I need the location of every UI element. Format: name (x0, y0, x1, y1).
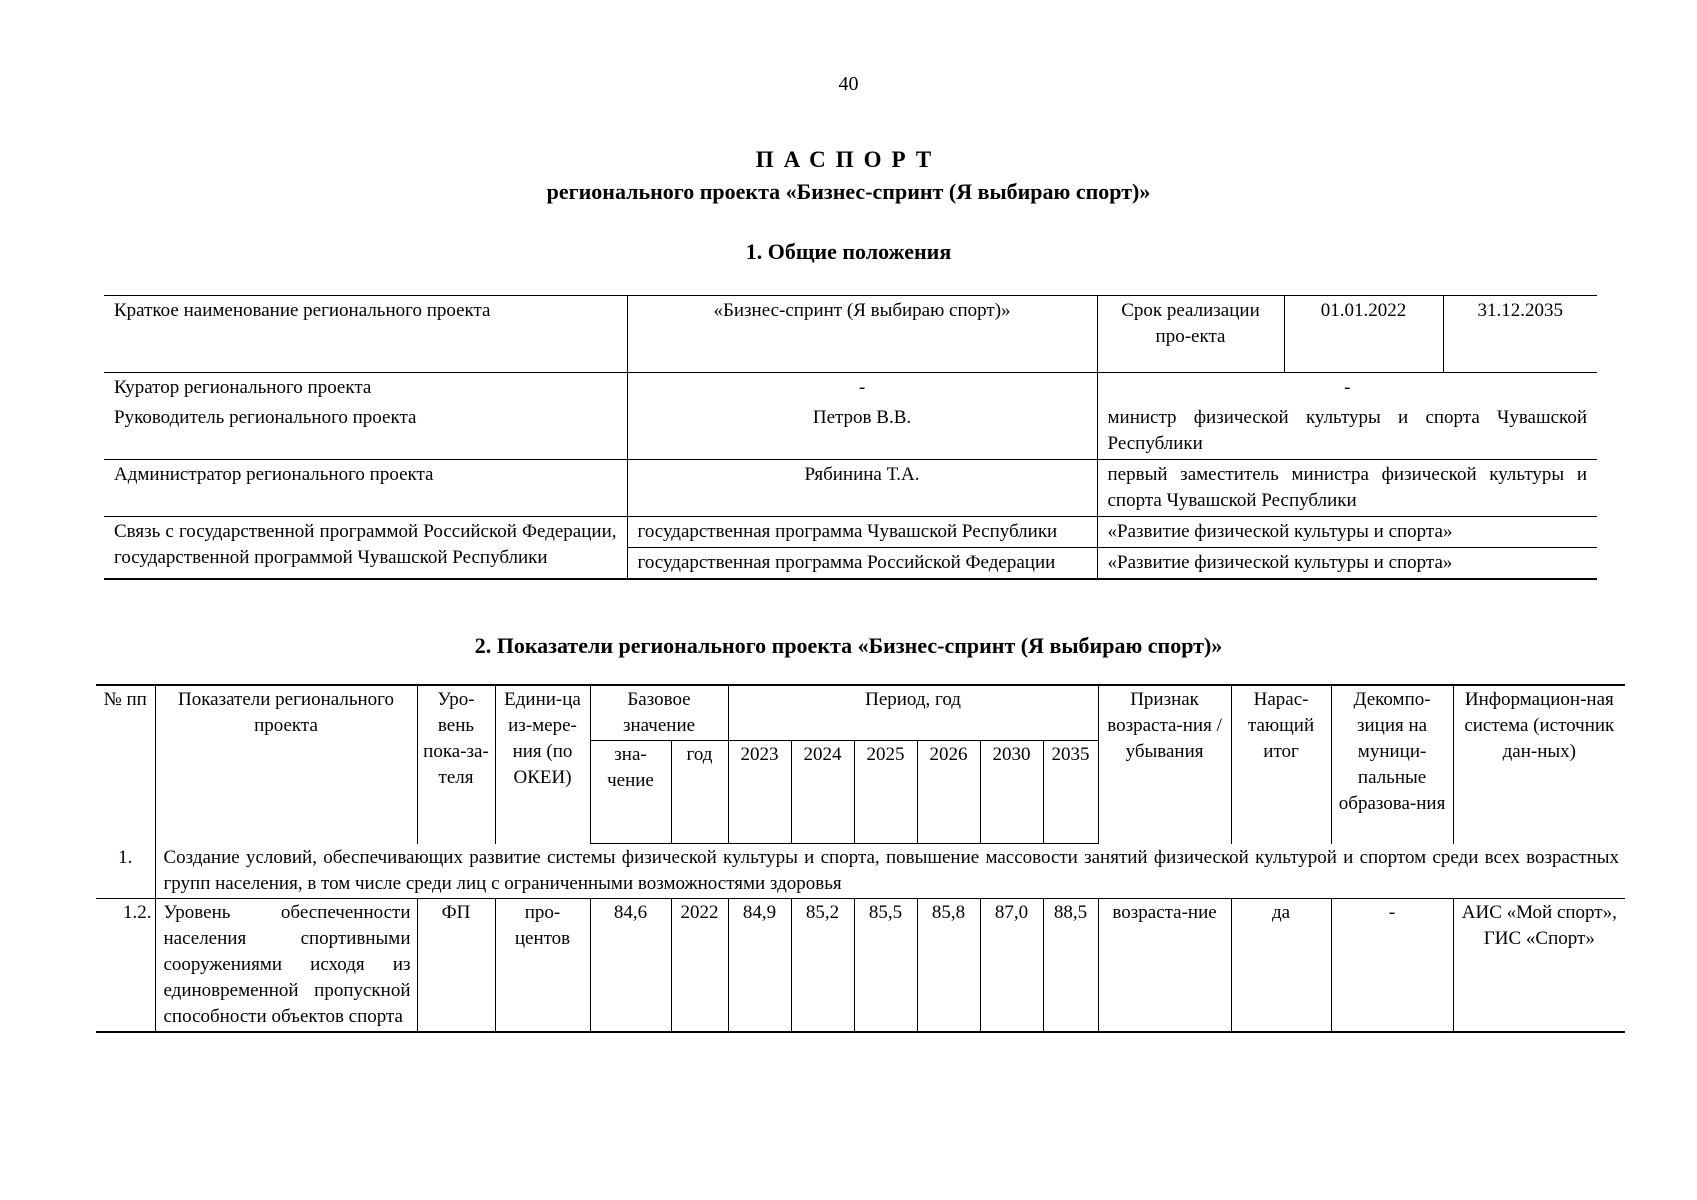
head-row (104, 403, 1597, 460)
row-base-year: 2022 (671, 899, 728, 1033)
header-unit: Едини-ца из-мере-ния (по ОКЕИ) (495, 685, 590, 844)
goal-text: Создание условий, обеспечивающих развитие системы физической культуры и спорта, повышение массовости занятий физической культурой и спортом среди всех возрастных групп населения, в том числе среди лиц с ограниченными возможностями здоровья (155, 844, 1625, 899)
admin-value: Рябинина Т.А. (627, 460, 1097, 517)
header-base-value: зна-чение (590, 741, 671, 844)
header-info-system: Информацион-ная система (источник дан-ных) (1453, 685, 1625, 844)
goal-num: 1. (96, 844, 155, 899)
row-value-2035: 88,5 (1043, 899, 1098, 1033)
indicators-table (96, 684, 1625, 1033)
header-base: Базовое значение (590, 685, 728, 741)
term-start: 01.01.2022 (1284, 296, 1443, 373)
head-position: министр физической культуры и спорта Чувашской Республики (1097, 403, 1597, 460)
curator-value: - (627, 373, 1097, 404)
header-period: Период, год (728, 685, 1098, 741)
section-2-title: 2. Показатели регионального проекта «Бизнес-спринт (Я выбираю спорт)» (474, 633, 1223, 658)
short-name-label: Краткое наименование регионального проекта (104, 296, 627, 373)
header-level: Уро-вень пока-за-теля (417, 685, 495, 844)
header-base-year: год (671, 741, 728, 844)
goal-row (96, 844, 1625, 899)
indicators-header-row-1 (96, 685, 1625, 741)
document-subtitle: регионального проекта «Бизнес-спринт (Я выбираю спорт)» (546, 179, 1151, 204)
row-unit: про-центов (495, 899, 590, 1033)
link-program-1: государственная программа Чувашской Республики (627, 517, 1097, 548)
row-decomposition: - (1331, 899, 1453, 1033)
short-name-row (104, 296, 1597, 373)
link-program-1-name: «Развитие физической культуры и спорта» (1097, 517, 1597, 548)
row-cumulative: да (1231, 899, 1331, 1033)
section-1-title: 1. Общие положения (745, 239, 952, 264)
term-end: 31.12.2035 (1443, 296, 1597, 373)
row-value-2023: 84,9 (728, 899, 791, 1033)
row-value-2026: 85,8 (917, 899, 980, 1033)
header-year-2026: 2026 (917, 741, 980, 844)
short-name-value: «Бизнес-спринт (Я выбираю спорт)» (627, 296, 1097, 373)
row-level: ФП (417, 899, 495, 1033)
admin-label: Администратор регионального проекта (104, 460, 627, 517)
header-year-2024: 2024 (791, 741, 854, 844)
row-num: 1.2. (96, 899, 155, 1033)
term-label: Срок реализации про-екта (1097, 296, 1284, 373)
row-value-2024: 85,2 (791, 899, 854, 1033)
header-year-2023: 2023 (728, 741, 791, 844)
row-base-value: 84,6 (590, 899, 671, 1033)
head-label: Руководитель регионального проекта (114, 407, 417, 428)
document-title: ПАСПОРТ (755, 147, 942, 172)
curator-position: - (1097, 373, 1597, 404)
admin-position: первый заместитель министра физической культуры и спорта Чувашской Республики (1097, 460, 1597, 517)
header-year-2025: 2025 (854, 741, 917, 844)
admin-row (104, 460, 1597, 517)
row-value-2025: 85,5 (854, 899, 917, 1033)
row-value-2030: 87,0 (980, 899, 1043, 1033)
row-name: Уровень обеспеченности населения спортивными сооружениями исходя из единовременной пропускной способности объектов спорта (155, 899, 417, 1033)
header-year-2035: 2035 (1043, 741, 1098, 844)
header-num: № пп (96, 685, 155, 844)
general-provisions-table (104, 295, 1597, 580)
header-year-2030: 2030 (980, 741, 1043, 844)
header-name: Показатели регионального проекта (155, 685, 417, 844)
link-label: Связь с государственной программой Российской Федерации, государственной программой Чувашской Республики (104, 517, 627, 580)
curator-row (104, 373, 1597, 404)
header-decomposition: Декомпо-зиция на муници-пальные образова-ния (1331, 685, 1453, 844)
head-value: Петров В.В. (627, 403, 1097, 460)
table-row (96, 899, 1625, 1033)
link-program-2: государственная программа Российской Федерации (627, 548, 1097, 580)
link-program-2-name: «Развитие физической культуры и спорта» (1097, 548, 1597, 580)
page-number: 40 (838, 73, 859, 95)
header-cumulative: Нарас-тающий итог (1231, 685, 1331, 844)
curator-label: Куратор регионального проекта (104, 373, 627, 404)
link-row-1 (104, 517, 1597, 548)
row-trend: возраста-ние (1098, 899, 1231, 1033)
header-trend: Признак возраста-ния / убывания (1098, 685, 1231, 844)
row-info-system: АИС «Мой спорт», ГИС «Спорт» (1453, 899, 1625, 1033)
